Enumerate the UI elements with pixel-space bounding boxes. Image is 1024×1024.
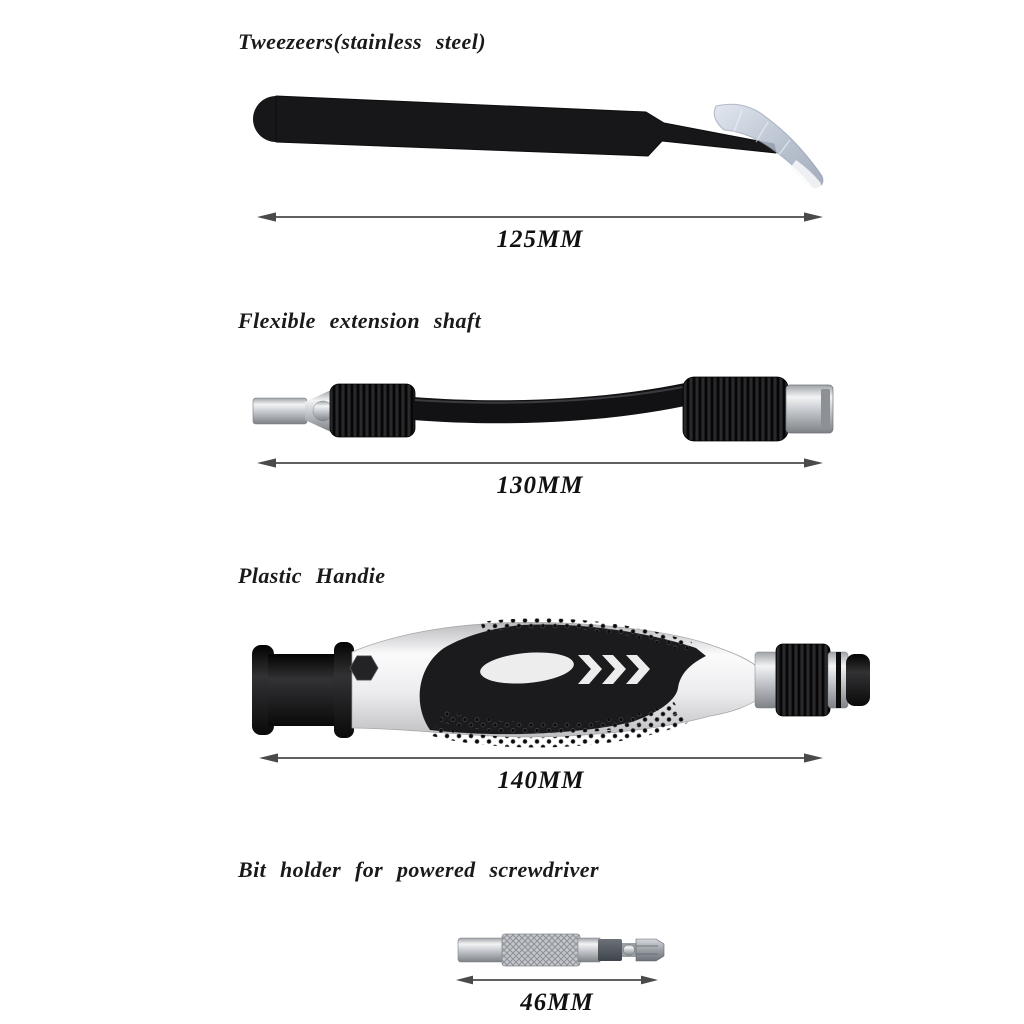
- bit-holder-neck: [578, 938, 600, 962]
- shaft-left-collar: [330, 384, 415, 437]
- plastic-handle-photo: [240, 612, 870, 750]
- section-label-flexible-shaft: Flexible extension shaft: [238, 308, 482, 333]
- shaft-flex-body: [413, 383, 685, 423]
- bit-holder-hex-shank: [636, 939, 664, 961]
- bit-holder-knurl: [502, 934, 580, 966]
- dimension-arrow: [256, 456, 824, 470]
- shaft-socket-face: [821, 389, 830, 429]
- dimension-text-plastic-handle: 140MM: [497, 767, 585, 794]
- dimension-text-tweezers: 125MM: [496, 226, 584, 253]
- dimension-tweezers: [256, 210, 824, 254]
- dimension-bit-holder: [455, 973, 659, 1017]
- tweezers-photo: [250, 86, 830, 198]
- handle-cap-barrel: [268, 654, 338, 726]
- section-label-tweezers: Tweezeers(stainless steel): [238, 29, 486, 54]
- handle-chuck-stripe: [836, 652, 841, 708]
- shaft-right-collar: [683, 377, 788, 441]
- handle-chuck-knurled: [776, 644, 830, 716]
- bit-holder-collar: [598, 939, 622, 961]
- dimension-arrow: [256, 210, 824, 224]
- handle-chuck-ring: [755, 652, 777, 708]
- bit-holder-photo: [450, 926, 668, 974]
- dimension-plastic-handle: [258, 751, 824, 795]
- dimension-text-flexible-shaft: 130MM: [496, 472, 584, 499]
- handle-bit-tip: [846, 654, 870, 706]
- section-label-bit-holder: Bit holder for powered screwdriver: [238, 857, 599, 882]
- dimension-flexible-shaft: [256, 456, 824, 500]
- handle-cap-flange: [334, 642, 354, 738]
- flexible-extension-shaft-photo: [243, 362, 835, 462]
- dimension-arrow: [455, 973, 659, 987]
- tweezers-blade: [276, 96, 776, 156]
- shaft-tip: [253, 398, 307, 424]
- bit-holder-ball: [624, 945, 635, 956]
- dimension-arrow: [258, 751, 824, 765]
- section-label-plastic-handle: Plastic Handie: [238, 563, 386, 588]
- dimension-text-bit-holder: 46MM: [520, 989, 594, 1016]
